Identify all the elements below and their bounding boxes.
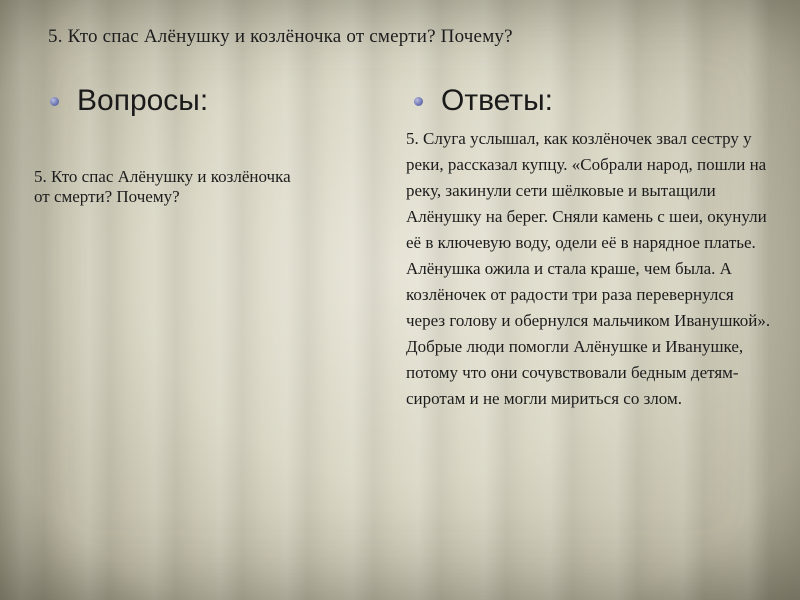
answers-heading [414, 84, 553, 118]
bullet-icon [50, 97, 59, 106]
bullet-icon [414, 97, 423, 106]
questions-heading [50, 84, 208, 118]
slide-title: 5. Кто спас Алёнушку и козлёночка от смерти? Почему? [48, 26, 513, 47]
answers-heading-label: Ответы: [441, 84, 554, 117]
questions-heading-label: Вопросы: [77, 84, 209, 117]
answer-text: 5. Слуга услышал, как козлёночек звал сестру у реки, рассказал купцу. «Собрали народ, пошли на реку, закинули сети шёлковые и вытащили Алёнушку на берег. Сняли камень с шеи, окунули её в ключевую воду, одели её в нарядное платье. Алёнушка ожила и стала краше, чем была. А козлёночек от радости три раза перевернулся через голову и обернулся мальчиком Иванушкой». Добрые люди помогли Алёнушке и Иванушке, потому что они сочувствовали бедным детям-сиротам и не могли мириться со злом. [406, 129, 771, 408]
question-text: 5. Кто спас Алёнушку и козлёночка от смерти? Почему? [34, 167, 291, 206]
